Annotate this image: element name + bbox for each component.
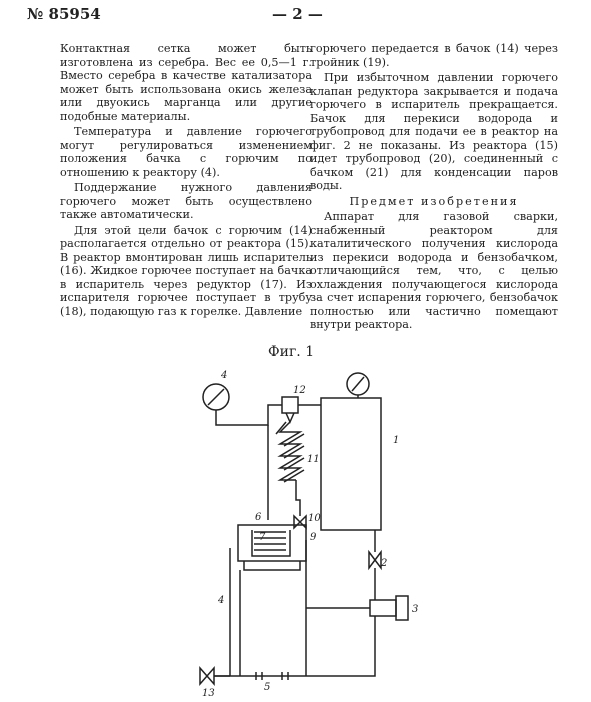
paragraph: Для этой цели бачок с горючим (14) располагается отдельно от реактора (15). В реактор вмонтирован лишь испаритель (16). Жидкое горючее поступает на бачка в испаритель через редуктор (17). Из испарителя горючее поступает в трубу (18), подающую газ к горелке. Давление	[60, 223, 312, 318]
label-1: 1	[393, 435, 400, 446]
label-6: 6	[255, 512, 262, 523]
valve-12	[282, 397, 298, 422]
claim-text: Аппарат для газовой сварки, снабженный реактором для каталитического получения кислорода из перекиси водорода и бензобачком, отличающийся тем, что, с целью охлаждения получающегося кислорода за счет испарения горючего, бензобачок полностью или частично помещают внутри реактора.	[310, 210, 558, 331]
figure-caption: Фиг. 1	[268, 344, 315, 360]
label-11: 11	[307, 454, 320, 465]
patent-number: № 85954	[27, 5, 101, 23]
paragraph: Поддержание нужного давления горючего может быть осуществлено также автоматически.	[60, 181, 312, 221]
section-heading: Предмет изобретения	[349, 194, 519, 208]
label-13: 13	[202, 688, 215, 699]
label-5: 5	[264, 682, 271, 693]
label-10: 10	[308, 513, 321, 524]
coil-11	[276, 422, 304, 482]
valve-13	[200, 668, 230, 684]
pipe-coil-down	[296, 480, 300, 516]
label-2: 2	[381, 558, 388, 569]
pressure-gauge-left	[203, 384, 229, 417]
label-4-gauge: 4	[221, 370, 228, 381]
component-3	[306, 596, 408, 620]
label-3: 3	[412, 604, 419, 615]
pipe-top-left	[216, 405, 282, 425]
page-number: — 2 —	[272, 5, 323, 23]
valve-2	[369, 530, 381, 600]
label-7: 7	[259, 532, 266, 543]
tank-6	[238, 525, 306, 570]
label-12: 12	[293, 385, 306, 396]
reactor-1	[321, 398, 381, 530]
paragraph: Температура и давление горючего могут регулироваться изменением положения бачка с горючим по отношению к реактору (4).	[60, 125, 312, 179]
label-9: 9	[310, 532, 317, 543]
paragraph: горючего передается в бачок (14) через тройник (19).	[310, 42, 558, 69]
label-4-pipe: 4	[218, 595, 225, 606]
paragraph: Контактная сетка может быть изготовлена из серебра. Вес ее 0,5—1 г. Вместо серебра в качестве катализатора может быть использована окись железа или двуокись марганца или другие подобные материалы.	[60, 42, 312, 123]
pipe-5	[214, 616, 375, 676]
valve-10	[294, 516, 306, 528]
pressure-gauge-right	[347, 373, 369, 398]
paragraph: При избыточном давлении горючего клапан редуктора закрывается и подача горючего в испаритель прекращается. Бачок для перекиси водорода и трубопровод для подачи ее в реактор на фиг. 2 не показаны. Из реактора (15) идет трубопровод (20), соединенный с бачком (21) для конденсации паров воды.	[310, 71, 558, 192]
